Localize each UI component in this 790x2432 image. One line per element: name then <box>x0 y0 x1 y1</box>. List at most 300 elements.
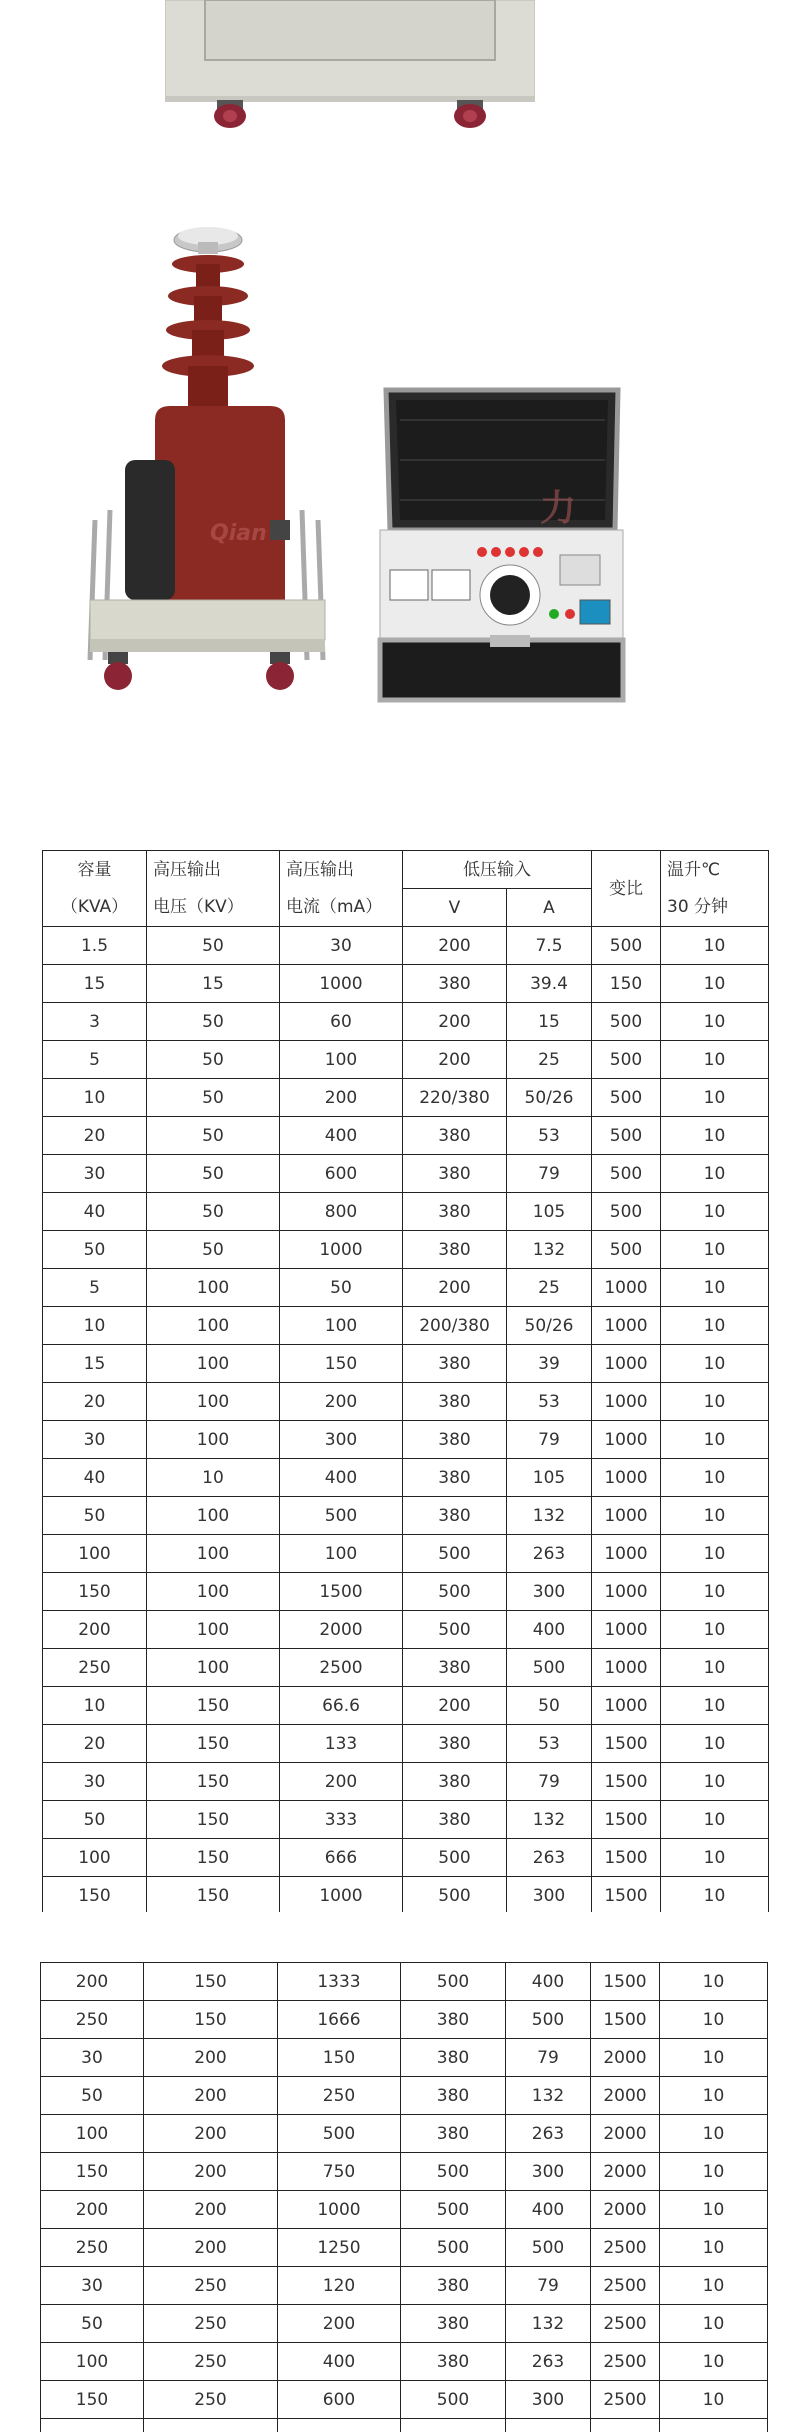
transformer-illustration <box>90 227 325 690</box>
cell-hv-current: 1000 <box>280 1877 403 1913</box>
cell-hv-voltage: 200 <box>144 2229 278 2267</box>
cell-capacity: 20 <box>43 1725 147 1763</box>
cell-ratio: 500 <box>592 1003 661 1041</box>
cell-hv-current: 150 <box>278 2039 401 2077</box>
cell-lv-voltage: 500 <box>401 2229 506 2267</box>
cell-hv-voltage: 100 <box>147 1611 280 1649</box>
cell-lv-voltage: 380 <box>403 1459 507 1497</box>
table-row <box>41 2077 768 2115</box>
table-row <box>43 1763 769 1801</box>
cell-hv-voltage: 50 <box>147 1003 280 1041</box>
cell-lv-current: 50 <box>507 1687 592 1725</box>
cell-ratio: 1000 <box>592 1421 661 1459</box>
cell-temp-rise: 10 <box>661 1421 769 1459</box>
cell-lv-voltage: 500 <box>403 1877 507 1913</box>
spec-table-1-body <box>43 927 769 1913</box>
cell-lv-voltage <box>401 2419 506 2432</box>
cell-hv-current: 150 <box>280 1345 403 1383</box>
cell-lv-voltage: 500 <box>403 1839 507 1877</box>
cell-capacity: 10 <box>43 1687 147 1725</box>
cell-ratio: 1500 <box>592 1877 661 1913</box>
cell-hv-voltage: 200 <box>144 2153 278 2191</box>
cell-temp-rise: 10 <box>660 2381 768 2419</box>
cell-lv-current <box>506 2419 591 2432</box>
cell-ratio: 1500 <box>591 2001 660 2039</box>
cell-hv-current: 1000 <box>278 2191 401 2229</box>
cell-hv-current: 1250 <box>278 2229 401 2267</box>
cell-temp-rise: 10 <box>660 1963 768 2001</box>
cell-lv-voltage: 200 <box>403 927 507 965</box>
cell-capacity: 250 <box>43 1649 147 1687</box>
cell-lv-current: 500 <box>507 1649 592 1687</box>
cell-capacity: 40 <box>43 1459 147 1497</box>
cell-lv-voltage: 500 <box>403 1535 507 1573</box>
cell-capacity: 50 <box>43 1801 147 1839</box>
cell-hv-voltage: 100 <box>147 1497 280 1535</box>
cell-capacity: 50 <box>41 2077 144 2115</box>
cell-capacity: 100 <box>41 2343 144 2381</box>
cell-lv-voltage: 200 <box>403 1003 507 1041</box>
cell-temp-rise: 10 <box>660 2001 768 2039</box>
cell-hv-voltage: 150 <box>144 2001 278 2039</box>
header-hv-current: 高压输出 <box>280 851 403 889</box>
cell-ratio: 1000 <box>592 1535 661 1573</box>
table-row <box>43 1687 769 1725</box>
cell-temp-rise: 10 <box>661 1839 769 1877</box>
cell-lv-current: 132 <box>507 1801 592 1839</box>
cell-capacity: 150 <box>43 1877 147 1913</box>
cell-lv-voltage: 380 <box>401 2343 506 2381</box>
spec-table-2-container <box>0 1962 790 2432</box>
table-row <box>43 1383 769 1421</box>
cell-hv-current: 1333 <box>278 1963 401 2001</box>
cell-ratio: 1500 <box>592 1763 661 1801</box>
cabinet-wheel-right <box>454 100 486 128</box>
cell-ratio: 500 <box>592 1117 661 1155</box>
cell-hv-voltage: 50 <box>147 1193 280 1231</box>
table-row <box>41 2039 768 2077</box>
cell-hv-voltage: 100 <box>147 1535 280 1573</box>
cell-capacity: 30 <box>43 1155 147 1193</box>
cell-lv-current: 132 <box>507 1497 592 1535</box>
header-lv-input: 低压输入 <box>403 851 592 889</box>
cell-lv-current: 53 <box>507 1117 592 1155</box>
cell-hv-current: 60 <box>280 1003 403 1041</box>
cell-temp-rise: 10 <box>660 2115 768 2153</box>
cell-hv-voltage: 150 <box>147 1801 280 1839</box>
product-image <box>70 220 650 760</box>
table-row <box>43 1839 769 1877</box>
table-row <box>41 2001 768 2039</box>
cell-lv-voltage: 200 <box>403 1269 507 1307</box>
cell-hv-voltage: 15 <box>147 965 280 1003</box>
cell-temp-rise: 10 <box>661 1687 769 1725</box>
cabinet-image <box>165 0 535 130</box>
cell-ratio: 2000 <box>591 2039 660 2077</box>
cell-capacity: 30 <box>43 1763 147 1801</box>
cell-hv-voltage: 150 <box>144 1963 278 2001</box>
cell-temp-rise: 10 <box>661 1573 769 1611</box>
cell-hv-current: 1500 <box>280 1573 403 1611</box>
cell-hv-current: 200 <box>280 1079 403 1117</box>
cell-temp-rise: 10 <box>661 1459 769 1497</box>
control-box-illustration <box>380 390 623 700</box>
cell-ratio: 1500 <box>592 1725 661 1763</box>
cell-lv-current: 79 <box>506 2039 591 2077</box>
cell-temp-rise: 10 <box>660 2267 768 2305</box>
table-row <box>41 2419 768 2432</box>
cell-lv-current: 132 <box>506 2305 591 2343</box>
cell-lv-current: 105 <box>507 1459 592 1497</box>
cell-lv-current: 7.5 <box>507 927 592 965</box>
cell-hv-voltage: 100 <box>147 1421 280 1459</box>
cell-capacity: 3 <box>43 1003 147 1041</box>
cell-temp-rise: 10 <box>661 1307 769 1345</box>
cell-ratio: 1000 <box>592 1383 661 1421</box>
cell-hv-current: 200 <box>280 1763 403 1801</box>
cell-hv-current: 400 <box>280 1117 403 1155</box>
cell-lv-current: 79 <box>507 1421 592 1459</box>
cell-lv-current: 53 <box>507 1725 592 1763</box>
cell-capacity: 150 <box>41 2153 144 2191</box>
cell-temp-rise: 10 <box>661 1155 769 1193</box>
cell-ratio: 2000 <box>591 2115 660 2153</box>
cell-ratio: 1000 <box>592 1497 661 1535</box>
cell-lv-current: 132 <box>506 2077 591 2115</box>
table-row <box>41 2191 768 2229</box>
cell-hv-current: 300 <box>280 1421 403 1459</box>
table-row <box>43 1269 769 1307</box>
table-row <box>41 2381 768 2419</box>
cell-hv-current: 400 <box>278 2343 401 2381</box>
cell-hv-current: 120 <box>278 2267 401 2305</box>
cell-ratio: 500 <box>592 1155 661 1193</box>
spec-table-1-container <box>0 850 790 1912</box>
cell-hv-voltage: 250 <box>144 2305 278 2343</box>
cell-temp-rise: 10 <box>660 2229 768 2267</box>
cell-lv-current: 15 <box>507 1003 592 1041</box>
table-header-row-2 <box>43 889 769 927</box>
cell-hv-voltage: 100 <box>147 1383 280 1421</box>
cell-lv-voltage: 380 <box>403 965 507 1003</box>
cell-capacity: 50 <box>41 2305 144 2343</box>
cell-lv-voltage: 200 <box>403 1041 507 1079</box>
cell-ratio: 1000 <box>592 1269 661 1307</box>
header-capacity-unit: （KVA） <box>43 889 147 927</box>
cell-hv-voltage: 10 <box>147 1459 280 1497</box>
cell-ratio: 500 <box>592 1041 661 1079</box>
cell-hv-current: 400 <box>280 1459 403 1497</box>
cell-ratio: 1000 <box>592 1307 661 1345</box>
cell-ratio: 1500 <box>592 1801 661 1839</box>
cell-lv-voltage: 380 <box>401 2077 506 2115</box>
table-row <box>43 1611 769 1649</box>
cell-hv-voltage: 150 <box>147 1725 280 1763</box>
cell-lv-voltage: 380 <box>401 2267 506 2305</box>
cell-capacity: 5 <box>43 1041 147 1079</box>
cell-hv-current: 600 <box>278 2381 401 2419</box>
cell-capacity: 100 <box>41 2115 144 2153</box>
table-row <box>43 1459 769 1497</box>
cell-hv-current: 133 <box>280 1725 403 1763</box>
table-row <box>43 1193 769 1231</box>
cell-lv-current: 500 <box>506 2229 591 2267</box>
cell-capacity: 100 <box>43 1839 147 1877</box>
cell-hv-current: 600 <box>280 1155 403 1193</box>
cell-hv-current: 200 <box>278 2305 401 2343</box>
cell-hv-current: 100 <box>280 1041 403 1079</box>
cell-temp-rise: 10 <box>661 1877 769 1913</box>
cell-hv-current: 1000 <box>280 965 403 1003</box>
cell-capacity: 10 <box>43 1079 147 1117</box>
cell-lv-current: 263 <box>506 2343 591 2381</box>
table-header-row-1 <box>43 851 769 889</box>
table-row <box>43 1877 769 1913</box>
cell-lv-current: 50/26 <box>507 1079 592 1117</box>
cell-ratio: 1000 <box>592 1345 661 1383</box>
cell-hv-current <box>278 2419 401 2432</box>
cell-temp-rise: 10 <box>661 1649 769 1687</box>
cell-capacity: 30 <box>43 1421 147 1459</box>
header-lv-a: A <box>507 889 592 927</box>
cell-hv-current: 250 <box>278 2077 401 2115</box>
cell-lv-current: 25 <box>507 1269 592 1307</box>
cell-lv-current: 300 <box>506 2381 591 2419</box>
cell-lv-voltage: 380 <box>403 1383 507 1421</box>
cell-hv-current: 100 <box>280 1535 403 1573</box>
cell-ratio: 1500 <box>592 1839 661 1877</box>
cell-temp-rise: 10 <box>660 2153 768 2191</box>
header-ratio: 变比 <box>592 851 661 927</box>
cell-hv-voltage <box>144 2419 278 2432</box>
cell-hv-current: 30 <box>280 927 403 965</box>
table-row <box>43 1117 769 1155</box>
table-row <box>41 2343 768 2381</box>
cell-hv-current: 100 <box>280 1307 403 1345</box>
cell-lv-current: 400 <box>507 1611 592 1649</box>
cell-hv-current: 2000 <box>280 1611 403 1649</box>
cell-lv-voltage: 380 <box>403 1231 507 1269</box>
cell-lv-current: 79 <box>507 1155 592 1193</box>
cell-temp-rise: 10 <box>661 1535 769 1573</box>
cell-hv-current: 1000 <box>280 1231 403 1269</box>
cell-ratio: 500 <box>592 1079 661 1117</box>
table-row <box>41 1963 768 2001</box>
cell-temp-rise: 10 <box>661 965 769 1003</box>
cell-lv-current: 79 <box>506 2267 591 2305</box>
table-row <box>43 1649 769 1687</box>
cell-lv-current: 500 <box>506 2001 591 2039</box>
cell-hv-current: 750 <box>278 2153 401 2191</box>
cell-temp-rise: 10 <box>661 1193 769 1231</box>
cell-hv-current: 2500 <box>280 1649 403 1687</box>
cell-ratio: 2500 <box>591 2229 660 2267</box>
cell-hv-current: 666 <box>280 1839 403 1877</box>
cell-capacity: 15 <box>43 1345 147 1383</box>
cell-hv-voltage: 100 <box>147 1649 280 1687</box>
table-row <box>43 927 769 965</box>
cell-ratio: 2500 <box>591 2343 660 2381</box>
cell-temp-rise: 10 <box>661 1725 769 1763</box>
table-row <box>43 1497 769 1535</box>
cell-temp-rise: 10 <box>661 1003 769 1041</box>
cell-lv-current: 400 <box>506 2191 591 2229</box>
cell-lv-voltage: 220/380 <box>403 1079 507 1117</box>
cell-temp-rise: 10 <box>661 1383 769 1421</box>
cell-lv-current: 132 <box>507 1231 592 1269</box>
cell-lv-current: 300 <box>506 2153 591 2191</box>
cell-capacity: 5 <box>43 1269 147 1307</box>
cell-ratio: 1000 <box>592 1687 661 1725</box>
cell-lv-voltage: 380 <box>401 2001 506 2039</box>
cell-hv-voltage: 150 <box>147 1877 280 1913</box>
cell-ratio: 1500 <box>591 1963 660 2001</box>
cell-hv-voltage: 50 <box>147 927 280 965</box>
cell-temp-rise: 10 <box>661 1763 769 1801</box>
cell-temp-rise: 10 <box>661 1345 769 1383</box>
cell-hv-voltage: 50 <box>147 1231 280 1269</box>
cell-capacity: 40 <box>43 1193 147 1231</box>
cell-ratio: 1000 <box>592 1611 661 1649</box>
cell-temp-rise: 10 <box>661 1269 769 1307</box>
cell-hv-current: 1666 <box>278 2001 401 2039</box>
header-temp: 温升℃ <box>661 851 769 889</box>
cell-lv-voltage: 500 <box>401 1963 506 2001</box>
cell-hv-current: 500 <box>278 2115 401 2153</box>
cell-capacity: 20 <box>43 1383 147 1421</box>
table-row <box>41 2267 768 2305</box>
cell-capacity: 200 <box>41 1963 144 2001</box>
cell-lv-voltage: 500 <box>401 2381 506 2419</box>
table-row <box>41 2229 768 2267</box>
header-hv-current-unit: 电流（mA） <box>280 889 403 927</box>
cell-lv-current: 79 <box>507 1763 592 1801</box>
cell-capacity: 30 <box>41 2267 144 2305</box>
watermark-text: Qian <box>210 521 267 546</box>
table-row <box>43 1725 769 1763</box>
table-row <box>43 1573 769 1611</box>
table-row <box>41 2153 768 2191</box>
cell-hv-voltage: 200 <box>144 2191 278 2229</box>
table-row <box>41 2115 768 2153</box>
cell-hv-voltage: 100 <box>147 1307 280 1345</box>
cell-ratio: 1000 <box>592 1459 661 1497</box>
cell-ratio: 500 <box>592 927 661 965</box>
table-row <box>43 1345 769 1383</box>
cell-temp-rise: 10 <box>660 2039 768 2077</box>
cell-capacity: 50 <box>43 1497 147 1535</box>
cell-capacity: 250 <box>41 2001 144 2039</box>
cell-ratio: 1000 <box>592 1573 661 1611</box>
cell-lv-current: 39 <box>507 1345 592 1383</box>
cell-capacity: 10 <box>43 1307 147 1345</box>
header-hv-voltage-unit: 电压（KV） <box>147 889 280 927</box>
cell-temp-rise: 10 <box>661 1611 769 1649</box>
cell-capacity: 15 <box>43 965 147 1003</box>
cell-lv-voltage: 380 <box>401 2115 506 2153</box>
cell-lv-voltage: 380 <box>403 1117 507 1155</box>
cell-hv-voltage: 200 <box>144 2115 278 2153</box>
cell-hv-voltage: 100 <box>147 1345 280 1383</box>
cell-lv-voltage: 380 <box>403 1155 507 1193</box>
table-row <box>43 1535 769 1573</box>
cell-lv-voltage: 380 <box>403 1193 507 1231</box>
cell-hv-voltage: 50 <box>147 1117 280 1155</box>
cell-lv-current: 300 <box>507 1573 592 1611</box>
cell-temp-rise: 10 <box>661 927 769 965</box>
cell-temp-rise: 10 <box>660 2305 768 2343</box>
spec-table-2-body <box>41 1963 768 2432</box>
spec-table-2 <box>40 1962 768 2432</box>
table-row <box>43 1801 769 1839</box>
cell-lv-voltage: 380 <box>401 2305 506 2343</box>
cell-hv-voltage: 200 <box>144 2077 278 2115</box>
cell-ratio: 2000 <box>591 2191 660 2229</box>
cell-capacity: 1.5 <box>43 927 147 965</box>
cell-hv-voltage: 250 <box>144 2343 278 2381</box>
cell-temp-rise: 10 <box>661 1231 769 1269</box>
cell-ratio: 500 <box>592 1231 661 1269</box>
cell-lv-voltage: 380 <box>403 1763 507 1801</box>
cell-capacity: 200 <box>43 1611 147 1649</box>
table-row <box>43 965 769 1003</box>
header-temp-duration: 30 分钟 <box>661 889 769 927</box>
cell-lv-voltage: 380 <box>403 1421 507 1459</box>
cell-lv-voltage: 500 <box>401 2191 506 2229</box>
cell-lv-current: 263 <box>507 1839 592 1877</box>
cell-lv-voltage: 380 <box>403 1345 507 1383</box>
cell-lv-current: 50/26 <box>507 1307 592 1345</box>
cell-ratio: 500 <box>592 1193 661 1231</box>
cell-hv-current: 50 <box>280 1269 403 1307</box>
cell-ratio: 2000 <box>591 2153 660 2191</box>
cell-hv-voltage: 150 <box>147 1687 280 1725</box>
cell-ratio: 2500 <box>591 2381 660 2419</box>
cell-temp-rise: 10 <box>660 2077 768 2115</box>
cell-hv-voltage: 50 <box>147 1041 280 1079</box>
cell-lv-current: 39.4 <box>507 965 592 1003</box>
cell-hv-current: 66.6 <box>280 1687 403 1725</box>
cell-hv-voltage: 250 <box>144 2381 278 2419</box>
cell-lv-current: 53 <box>507 1383 592 1421</box>
cell-hv-voltage: 150 <box>147 1763 280 1801</box>
cell-capacity: 150 <box>43 1573 147 1611</box>
cell-ratio: 1000 <box>592 1649 661 1687</box>
cell-lv-current: 400 <box>506 1963 591 2001</box>
cell-capacity: 30 <box>41 2039 144 2077</box>
table-row <box>43 1079 769 1117</box>
cell-temp-rise: 10 <box>661 1117 769 1155</box>
cell-lv-voltage: 380 <box>401 2039 506 2077</box>
cell-lv-current: 263 <box>506 2115 591 2153</box>
cell-temp-rise <box>660 2419 768 2432</box>
cell-lv-voltage: 380 <box>403 1725 507 1763</box>
cell-hv-voltage: 100 <box>147 1573 280 1611</box>
cell-capacity: 20 <box>43 1117 147 1155</box>
table-row <box>41 2305 768 2343</box>
cell-ratio: 2500 <box>591 2305 660 2343</box>
cell-hv-voltage: 250 <box>144 2267 278 2305</box>
cell-hv-voltage: 50 <box>147 1079 280 1117</box>
cabinet-door <box>205 0 495 60</box>
cell-hv-voltage: 150 <box>147 1839 280 1877</box>
cell-capacity: 200 <box>41 2191 144 2229</box>
header-capacity: 容量 <box>43 851 147 889</box>
table-row <box>43 1421 769 1459</box>
cell-capacity: 100 <box>43 1535 147 1573</box>
cell-temp-rise: 10 <box>660 2191 768 2229</box>
header-lv-v: V <box>403 889 507 927</box>
